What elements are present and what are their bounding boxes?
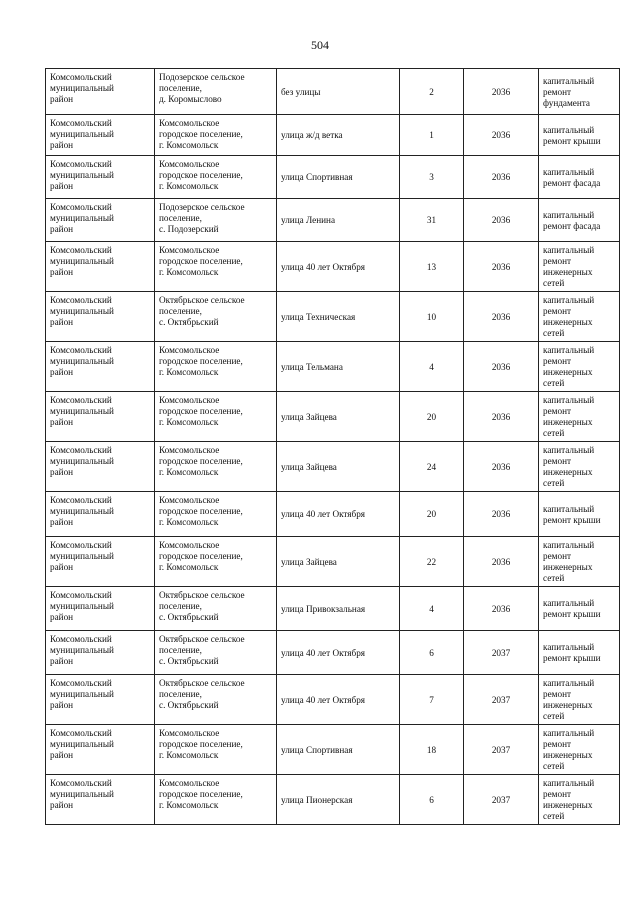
settlement-text: Комсомольское городское поселение, г. Комсомольск	[159, 445, 243, 477]
table-row	[46, 492, 620, 537]
district-cell	[46, 537, 155, 587]
settlement-text: Комсомольское городское поселение, г. Комсомольск	[159, 395, 243, 427]
district-text: Комсомольский муниципальный район	[50, 540, 114, 572]
house-number-cell	[400, 115, 464, 156]
district-text: Комсомольский муниципальный район	[50, 345, 114, 377]
district-cell	[46, 392, 155, 442]
table-row	[46, 775, 620, 825]
house-number-text: 31	[426, 215, 437, 225]
house-number-text: 13	[426, 261, 437, 272]
district-cell	[46, 631, 155, 675]
street-text: улица 40 лет Октября	[281, 261, 366, 272]
district-cell	[46, 775, 155, 825]
work-type-cell	[539, 492, 620, 537]
settlement-text: Октябрьское сельское поселение, с. Октябрьский	[159, 634, 245, 666]
work-type-cell	[539, 292, 620, 342]
year-cell	[464, 442, 539, 492]
work-type-cell	[539, 69, 620, 115]
table-row	[46, 725, 620, 775]
year-text: 2036	[491, 361, 511, 372]
district-cell	[46, 156, 155, 199]
year-cell	[464, 675, 539, 725]
work-type-cell	[539, 631, 620, 675]
district-cell	[46, 442, 155, 492]
work-type-text: капитальный ремонт инженерных сетей	[543, 678, 595, 721]
district-cell	[46, 587, 155, 631]
street-text: улица Спортивная	[281, 172, 353, 182]
table-row	[46, 156, 620, 199]
work-type-text: капитальный ремонт инженерных сетей	[543, 295, 595, 338]
street-cell	[277, 199, 400, 242]
district-text: Комсомольский муниципальный район	[50, 72, 114, 104]
settlement-text: Комсомольское городское поселение, г. Комсомольск	[159, 728, 243, 760]
settlement-text: Комсомольское городское поселение, г. Комсомольск	[159, 778, 243, 810]
street-text: улица Зайцева	[281, 461, 337, 472]
settlement-cell	[155, 537, 277, 587]
street-cell	[277, 587, 400, 631]
house-number-text: 2	[429, 86, 434, 97]
work-type-text: капитальный ремонт инженерных сетей	[543, 778, 595, 821]
street-cell	[277, 242, 400, 292]
settlement-cell	[155, 587, 277, 631]
street-text: улица Пионерская	[281, 794, 353, 805]
district-cell	[46, 342, 155, 392]
year-text: 2036	[491, 172, 511, 182]
house-number-cell	[400, 675, 464, 725]
street-cell	[277, 675, 400, 725]
work-type-text: капитальный ремонт инженерных сетей	[543, 395, 595, 438]
work-type-text: капитальный ремонт крыши	[543, 124, 601, 146]
work-type-text: капитальный ремонт инженерных сетей	[543, 345, 595, 388]
street-text: улица Зайцева	[281, 411, 337, 422]
settlement-text: Комсомольское городское поселение, г. Комсомольск	[159, 159, 243, 191]
work-type-text: капитальный ремонт фасада	[543, 166, 601, 188]
work-type-text: капитальный ремонт инженерных сетей	[543, 445, 595, 488]
settlement-cell	[155, 675, 277, 725]
house-number-cell	[400, 199, 464, 242]
work-type-cell	[539, 537, 620, 587]
district-text: Комсомольский муниципальный район	[50, 678, 114, 710]
district-cell	[46, 492, 155, 537]
year-text: 2036	[491, 603, 511, 614]
street-text: улица Тельмана	[281, 361, 343, 372]
district-text: Комсомольский муниципальный район	[50, 445, 114, 477]
house-number-text: 10	[426, 311, 437, 322]
work-type-text: капитальный ремонт фундамента	[543, 75, 595, 108]
year-text: 2036	[491, 411, 511, 422]
settlement-text: Комсомольское городское поселение, г. Комсомольск	[159, 118, 243, 150]
house-number-cell	[400, 392, 464, 442]
settlement-cell	[155, 156, 277, 199]
street-cell	[277, 292, 400, 342]
street-cell	[277, 725, 400, 775]
year-cell	[464, 725, 539, 775]
district-text: Комсомольский муниципальный район	[50, 245, 114, 277]
year-cell	[464, 115, 539, 156]
house-number-text: 7	[429, 694, 434, 705]
year-cell	[464, 156, 539, 199]
year-cell	[464, 292, 539, 342]
house-number-cell	[400, 725, 464, 775]
street-cell	[277, 775, 400, 825]
district-text: Комсомольский муниципальный район	[50, 295, 114, 327]
street-text: улица 40 лет Октября	[281, 694, 366, 705]
house-number-cell	[400, 242, 464, 292]
work-type-text: капитальный ремонт инженерных сетей	[543, 245, 595, 288]
district-cell	[46, 292, 155, 342]
work-type-cell	[539, 675, 620, 725]
year-text: 2036	[491, 461, 511, 472]
year-text: 2036	[491, 215, 511, 225]
street-text: улица 40 лет Октября	[281, 509, 366, 519]
district-text: Комсомольский муниципальный район	[50, 202, 114, 234]
work-type-text: капитальный ремонт фасада	[543, 209, 601, 231]
settlement-cell	[155, 725, 277, 775]
work-type-text: капитальный ремонт инженерных сетей	[543, 728, 595, 771]
work-type-cell	[539, 342, 620, 392]
page-number: 504	[311, 38, 329, 52]
house-number-text: 20	[426, 509, 437, 519]
settlement-cell	[155, 775, 277, 825]
table-row	[46, 199, 620, 242]
table-row	[46, 675, 620, 725]
house-number-cell	[400, 442, 464, 492]
district-text: Комсомольский муниципальный район	[50, 590, 114, 622]
year-cell	[464, 537, 539, 587]
street-cell	[277, 492, 400, 537]
house-number-cell	[400, 587, 464, 631]
settlement-cell	[155, 392, 277, 442]
work-type-text: капитальный ремонт крыши	[543, 598, 601, 619]
district-text: Комсомольский муниципальный район	[50, 728, 114, 760]
district-cell	[46, 69, 155, 115]
street-cell	[277, 342, 400, 392]
street-text: улица Техническая	[281, 311, 356, 322]
table-row	[46, 342, 620, 392]
work-type-cell	[539, 775, 620, 825]
year-text: 2036	[491, 509, 511, 519]
year-cell	[464, 242, 539, 292]
settlement-text: Октябрьское сельское поселение, с. Октябрьский	[159, 590, 245, 622]
house-number-text: 24	[426, 461, 437, 472]
year-text: 2037	[491, 794, 511, 805]
house-number-text: 18	[426, 744, 437, 755]
street-text: улица Ленина	[281, 215, 336, 225]
street-text: улица Спортивная	[281, 744, 353, 755]
district-cell	[46, 115, 155, 156]
settlement-cell	[155, 292, 277, 342]
settlement-text: Комсомольское городское поселение, г. Комсомольск	[159, 495, 243, 527]
table-row	[46, 631, 620, 675]
year-text: 2037	[491, 694, 511, 705]
year-cell	[464, 342, 539, 392]
house-number-text: 3	[429, 172, 434, 182]
table-row	[46, 587, 620, 631]
district-text: Комсомольский муниципальный район	[50, 395, 114, 427]
street-cell	[277, 631, 400, 675]
street-text: улица Зайцева	[281, 556, 337, 567]
house-number-text: 6	[429, 647, 434, 658]
district-cell	[46, 675, 155, 725]
work-type-cell	[539, 725, 620, 775]
year-text: 2036	[491, 261, 511, 272]
district-text: Комсомольский муниципальный район	[50, 778, 114, 810]
settlement-text: Комсомольское городское поселение, г. Комсомольск	[159, 540, 243, 572]
housing-repair-table	[45, 68, 620, 825]
street-text: улица 40 лет Октября	[281, 647, 366, 658]
table-row	[46, 537, 620, 587]
settlement-text: Октябрьское сельское поселение, с. Октябрьский	[159, 295, 245, 327]
house-number-cell	[400, 537, 464, 587]
table-row	[46, 115, 620, 156]
settlement-text: Октябрьское сельское поселение, с. Октябрьский	[159, 678, 245, 710]
year-text: 2036	[491, 556, 511, 567]
house-number-cell	[400, 342, 464, 392]
settlement-text: Комсомольское городское поселение, г. Комсомольск	[159, 245, 243, 277]
settlement-cell	[155, 342, 277, 392]
table-row	[46, 69, 620, 115]
table-row	[46, 442, 620, 492]
year-text: 2036	[491, 130, 511, 140]
work-type-cell	[539, 442, 620, 492]
year-text: 2037	[491, 647, 511, 658]
district-cell	[46, 199, 155, 242]
settlement-text: Комсомольское городское поселение, г. Комсомольск	[159, 345, 243, 377]
house-number-cell	[400, 69, 464, 115]
house-number-cell	[400, 156, 464, 199]
house-number-text: 6	[429, 794, 434, 805]
year-cell	[464, 587, 539, 631]
house-number-text: 22	[426, 556, 437, 567]
work-type-text: капитальный ремонт инженерных сетей	[543, 540, 595, 583]
settlement-cell	[155, 492, 277, 537]
house-number-text: 4	[429, 361, 434, 372]
work-type-cell	[539, 392, 620, 442]
table-row	[46, 292, 620, 342]
year-text: 2036	[491, 311, 511, 322]
work-type-cell	[539, 156, 620, 199]
year-text: 2036	[491, 86, 511, 97]
district-text: Комсомольский муниципальный район	[50, 495, 114, 527]
district-cell	[46, 725, 155, 775]
settlement-cell	[155, 199, 277, 242]
house-number-cell	[400, 775, 464, 825]
street-cell	[277, 115, 400, 156]
work-type-text: капитальный ремонт крыши	[543, 642, 601, 663]
settlement-text: Подозерское сельское поселение, д. Коромыслово	[159, 72, 245, 104]
street-text: без улицы	[281, 86, 321, 97]
street-cell	[277, 442, 400, 492]
house-number-text: 20	[426, 411, 437, 422]
house-number-text: 1	[429, 130, 434, 140]
street-cell	[277, 69, 400, 115]
house-number-cell	[400, 292, 464, 342]
settlement-cell	[155, 69, 277, 115]
district-text: Комсомольский муниципальный район	[50, 159, 114, 191]
street-text: улица Привокзальная	[281, 603, 366, 614]
street-cell	[277, 156, 400, 199]
street-cell	[277, 392, 400, 442]
work-type-text: капитальный ремонт крыши	[543, 503, 601, 525]
work-type-cell	[539, 115, 620, 156]
district-cell	[46, 242, 155, 292]
table-row	[46, 392, 620, 442]
settlement-text: Подозерское сельское поселение, с. Подозерский	[159, 202, 245, 234]
year-text: 2037	[491, 744, 511, 755]
year-cell	[464, 392, 539, 442]
settlement-cell	[155, 242, 277, 292]
work-type-cell	[539, 199, 620, 242]
street-cell	[277, 537, 400, 587]
street-text: улица ж/д ветка	[281, 130, 343, 140]
house-number-text: 4	[429, 603, 434, 614]
work-type-cell	[539, 587, 620, 631]
table-body	[46, 69, 620, 825]
settlement-cell	[155, 631, 277, 675]
work-type-cell	[539, 242, 620, 292]
settlement-cell	[155, 442, 277, 492]
year-cell	[464, 199, 539, 242]
year-cell	[464, 631, 539, 675]
settlement-cell	[155, 115, 277, 156]
year-cell	[464, 69, 539, 115]
district-text: Комсомольский муниципальный район	[50, 118, 114, 150]
year-cell	[464, 492, 539, 537]
house-number-cell	[400, 631, 464, 675]
district-text: Комсомольский муниципальный район	[50, 634, 114, 666]
year-cell	[464, 775, 539, 825]
house-number-cell	[400, 492, 464, 537]
table-row	[46, 242, 620, 292]
